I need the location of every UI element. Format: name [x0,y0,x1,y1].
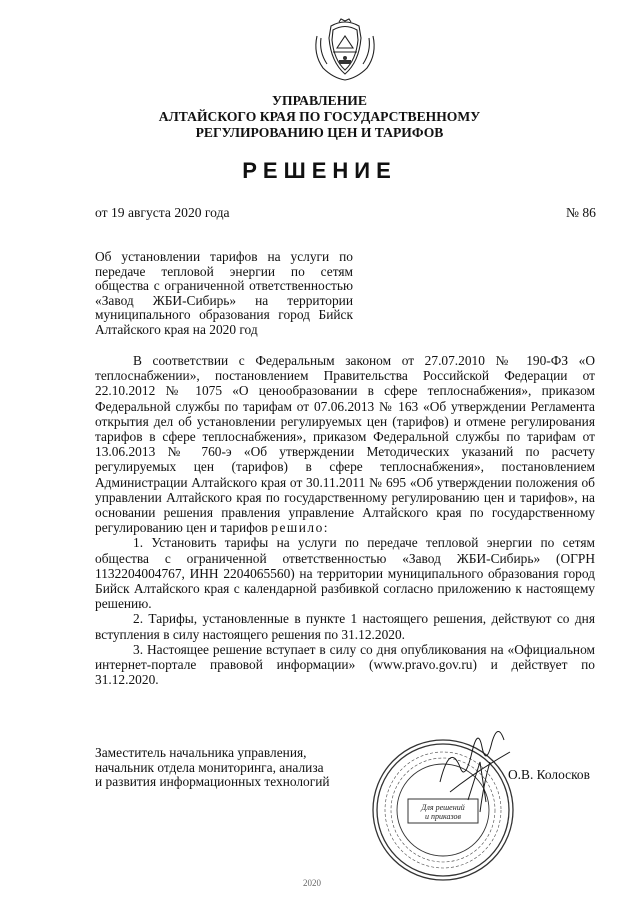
header-line-3: РЕГУЛИРОВАНИЮ ЦЕН И ТАРИФОВ [195,125,444,140]
preamble-paragraph [95,353,595,535]
coat-of-arms-emblem [309,18,381,84]
signatory-name: О.В. Колосков [508,767,590,782]
item-2: 2. Тарифы, установленные в пункте 1 настоящего решения, действуют со дня вступления в силу настоящего решения по 31.12.2020. [95,611,595,642]
signatory-block [95,746,330,790]
page-number: 2020 [303,878,321,888]
item-3: 3. Настоящее решение вступает в силу со дня опубликования на «Официальном интернет-портале правовой информации» (www.pravo.gov.ru) и действует по 31.12.2020. [95,641,595,688]
decided-word: решило: [271,520,329,536]
header-line-2: АЛТАЙСКОГО КРАЯ ПО ГОСУДАРСТВЕННОМУ [158,109,481,124]
document-body [95,353,595,687]
document-subject: Об установлении тарифов на услуги по передаче тепловой энергии по сетям общества с ограниченной ответственностью «Завод ЖБИ-Сибирь» на территории муниципального образования город Бийск Алтайского края на 2020 год [95,249,353,337]
stamp-center-line-2: и приказов [424,812,462,821]
stamp-center-line-1: Для решений [421,803,465,812]
header-line-1: УПРАВЛЕНИЕ [272,93,367,108]
preamble-text: В соответствии с Федеральным законом от 27.07.2010 № 190-ФЗ «О теплоснабжении», постановлением Правительства Российской Федерации от 22.10.2012 № 1075 «О ценообразовании в сфере теплоснабжения», приказом Федеральной службы по тарифам от 07.06.2013 № 163 «Об утверждении Регламента открытия дел об установлении регулируемых цен (тарифов) и отмене регулирования тарифов в сфере теплоснабжения», приказом Федеральной службы по тарифам от 13.06.2013 № 760-э «Об утверждении Методических указаний по расчету регулируемых цен (тарифов) в сфере теплоснабжения», постановлением Администрации Алтайского края от 30.11.2011 № 695 «Об утверждении положения об управлении Алтайского края по государственному регулированию цен и тарифов», на основании решения правления управление Алтайского края по государственному регулированию цен и тарифов [95,353,595,536]
signatory-line-3: и развития информационных технологий [95,774,330,789]
document-number: № 86 [566,205,596,220]
document-date: от 19 августа 2020 года [95,205,230,220]
signatory-line-1: Заместитель начальника управления, [95,745,307,760]
item-1: 1. Установить тарифы на услуги по передаче тепловой энергии по сетям общества с ограниченной ответственностью «Завод ЖБИ-Сибирь» (ОГРН 1132204004767, ИНН 2204065560) на территории муниципального образования город Бийск Алтайского края с календарной разбивкой согласно приложению к настоящему решению. [95,535,595,612]
signatory-line-2: начальник отдела мониторинга, анализа [95,759,324,775]
document-type-title: РЕШЕНИЕ [242,158,397,183]
